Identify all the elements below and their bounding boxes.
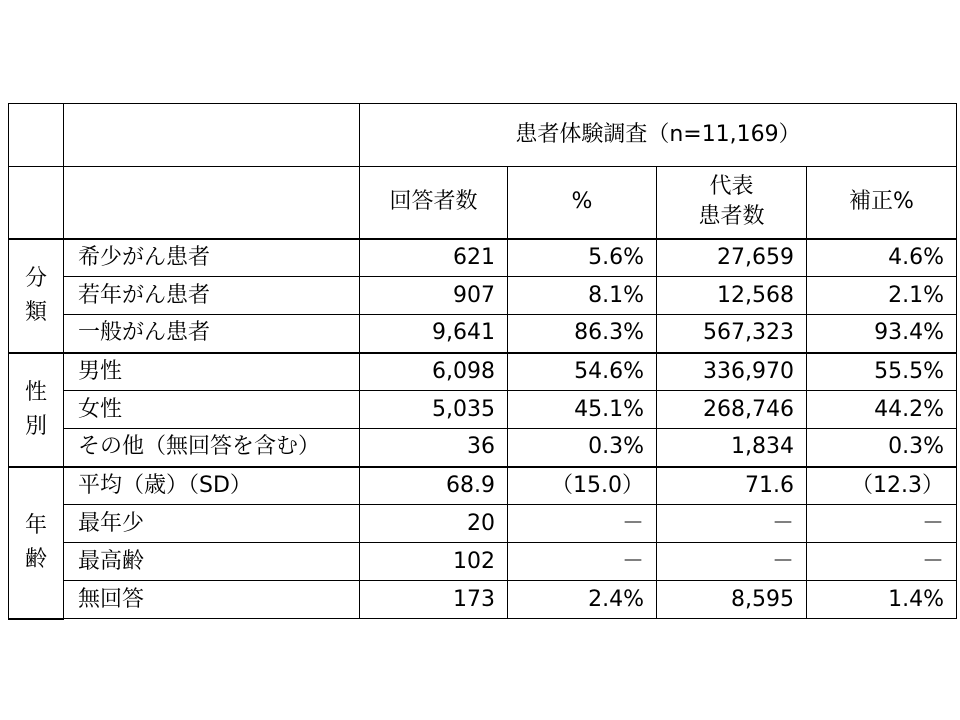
cell-percent: 45.1% xyxy=(508,391,657,429)
group-label-line1: 分 xyxy=(24,265,47,291)
group-label-line1: 性 xyxy=(24,379,47,405)
cell-adj-percent: 55.5% xyxy=(807,353,957,391)
cell-adj-percent: 1.4% xyxy=(807,581,957,619)
corner-cell-2 xyxy=(64,104,360,167)
cell-percent: 2.4% xyxy=(508,581,657,619)
cell-percent: 8.1% xyxy=(508,277,657,315)
table-row xyxy=(9,467,957,505)
col-header-percent: % xyxy=(508,167,657,239)
cell-adj-percent: 2.1% xyxy=(807,277,957,315)
col-header-rep-line2: 患者数 xyxy=(698,204,765,230)
row-label: 無回答 xyxy=(64,581,360,619)
cell-rep-patients: 567,323 xyxy=(657,315,807,353)
survey-table xyxy=(8,103,957,620)
corner-cell-3 xyxy=(9,167,64,239)
col-header-respondents: 回答者数 xyxy=(360,167,508,239)
cell-adj-percent: 4.6% xyxy=(807,239,957,277)
row-label: 最高齢 xyxy=(64,543,360,581)
corner-cell-1 xyxy=(9,104,64,167)
cell-percent: 5.6% xyxy=(508,239,657,277)
cell-rep-patients: 27,659 xyxy=(657,239,807,277)
row-label: その他（無回答を含む） xyxy=(64,429,360,467)
row-label: 希少がん患者 xyxy=(64,239,360,277)
col-header-adj-percent: 補正% xyxy=(807,167,957,239)
header-row-columns xyxy=(9,167,957,239)
cell-rep-patients: 336,970 xyxy=(657,353,807,391)
table-row xyxy=(9,239,957,277)
cell-respondents: 621 xyxy=(360,239,508,277)
survey-title: 患者体験調査（n=11,169） xyxy=(360,104,957,167)
group-label-line1: 年 xyxy=(24,512,47,538)
cell-rep-patients: 12,568 xyxy=(657,277,807,315)
cell-respondents: 68.9 xyxy=(360,467,508,505)
cell-percent: － xyxy=(508,543,657,581)
group-label-line2: 齢 xyxy=(24,546,47,572)
cell-rep-patients: － xyxy=(657,543,807,581)
cell-respondents: 6,098 xyxy=(360,353,508,391)
col-header-rep-line1: 代表 xyxy=(709,174,754,200)
cell-percent: （15.0） xyxy=(508,467,657,505)
table-row xyxy=(9,391,957,429)
table-row xyxy=(9,315,957,353)
cell-percent: 86.3% xyxy=(508,315,657,353)
header-row-title xyxy=(9,104,957,167)
cell-respondents: 36 xyxy=(360,429,508,467)
cell-adj-percent: （12.3） xyxy=(807,467,957,505)
table-row xyxy=(9,543,957,581)
cell-rep-patients: 71.6 xyxy=(657,467,807,505)
cell-adj-percent: 0.3% xyxy=(807,429,957,467)
table-row xyxy=(9,581,957,619)
group-label-age xyxy=(9,467,64,619)
cell-respondents: 907 xyxy=(360,277,508,315)
row-label: 若年がん患者 xyxy=(64,277,360,315)
group-label-classification xyxy=(9,239,64,353)
cell-rep-patients: － xyxy=(657,505,807,543)
table-row xyxy=(9,353,957,391)
cell-percent: 54.6% xyxy=(508,353,657,391)
cell-percent: － xyxy=(508,505,657,543)
cell-respondents: 5,035 xyxy=(360,391,508,429)
cell-respondents: 173 xyxy=(360,581,508,619)
cell-rep-patients: 8,595 xyxy=(657,581,807,619)
cell-adj-percent: － xyxy=(807,505,957,543)
corner-cell-4 xyxy=(64,167,360,239)
row-label: 一般がん患者 xyxy=(64,315,360,353)
row-label: 最年少 xyxy=(64,505,360,543)
cell-percent: 0.3% xyxy=(508,429,657,467)
cell-adj-percent: 93.4% xyxy=(807,315,957,353)
cell-respondents: 9,641 xyxy=(360,315,508,353)
table-row xyxy=(9,429,957,467)
row-label: 平均（歳）（SD） xyxy=(64,467,360,505)
row-label: 女性 xyxy=(64,391,360,429)
table-row xyxy=(9,277,957,315)
group-label-line2: 類 xyxy=(24,299,47,325)
cell-respondents: 20 xyxy=(360,505,508,543)
cell-adj-percent: － xyxy=(807,543,957,581)
group-label-sex xyxy=(9,353,64,467)
table-row xyxy=(9,505,957,543)
cell-adj-percent: 44.2% xyxy=(807,391,957,429)
col-header-rep-patients xyxy=(657,167,807,239)
cell-rep-patients: 1,834 xyxy=(657,429,807,467)
row-label: 男性 xyxy=(64,353,360,391)
cell-respondents: 102 xyxy=(360,543,508,581)
table-body xyxy=(9,104,957,619)
group-label-line2: 別 xyxy=(24,413,47,439)
cell-rep-patients: 268,746 xyxy=(657,391,807,429)
